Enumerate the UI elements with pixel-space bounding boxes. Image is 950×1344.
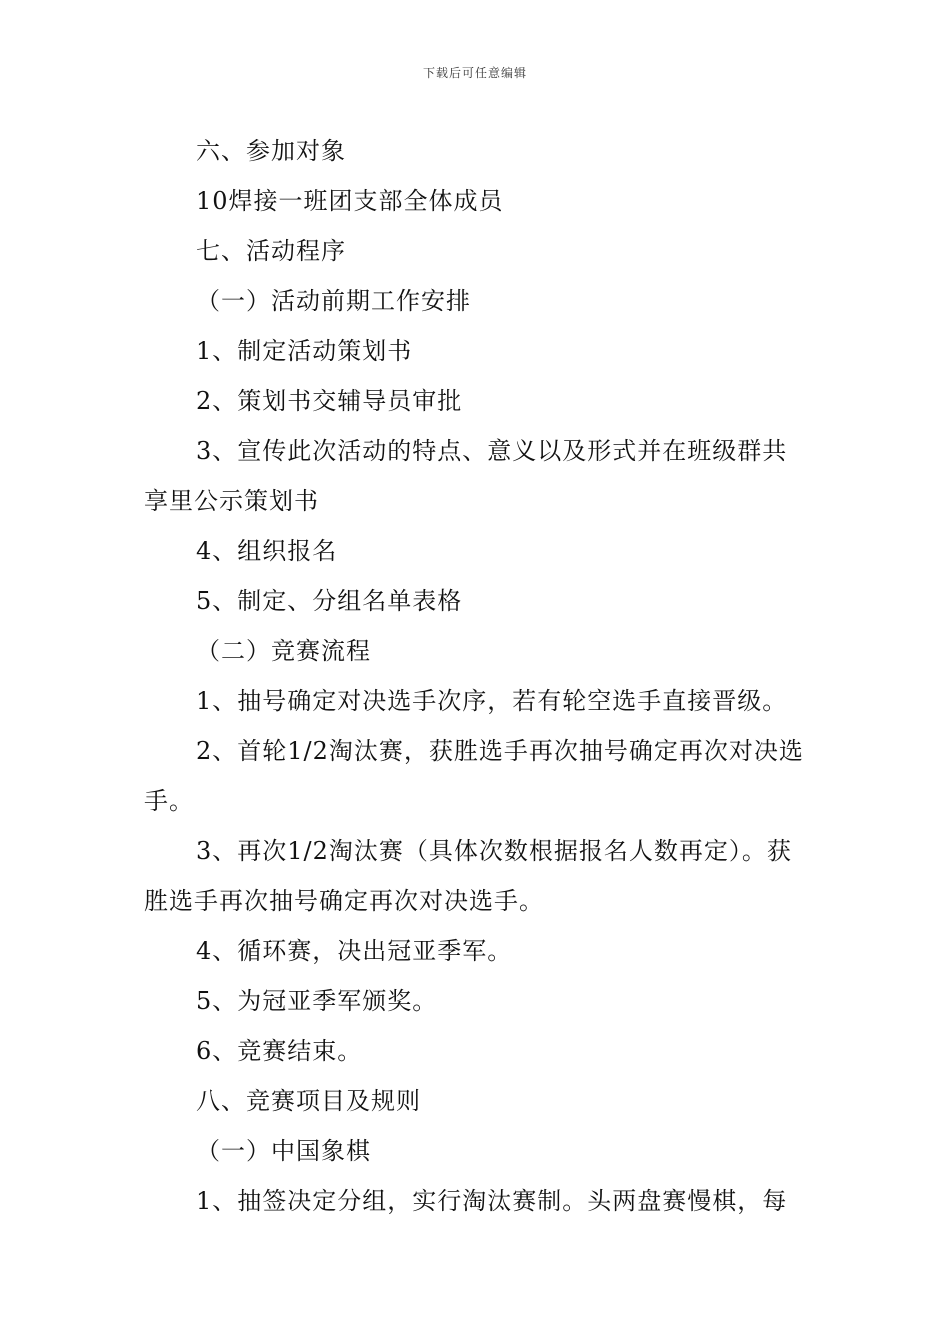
list-item: 5、为冠亚季军颁奖。 bbox=[196, 987, 438, 1015]
subsection-heading-chinese-chess: （一）中国象棋 bbox=[196, 1137, 371, 1165]
list-item: 4、循环赛，决出冠亚季军。 bbox=[196, 937, 513, 965]
list-item: 3、宣传此次活动的特点、意义以及形式并在班级群共享里公示策划书 bbox=[144, 437, 788, 515]
list-item: 2、策划书交辅导员审批 bbox=[196, 387, 463, 415]
participants-text: 10焊接一班团支部全体成员 bbox=[196, 187, 504, 215]
list-item: 3、再次1/2淘汰赛（具体次数根据报名人数再定）。获胜选手再次抽号确定再次对决选手。 bbox=[144, 837, 792, 915]
subsection-heading-preparation: （一）活动前期工作安排 bbox=[196, 287, 471, 315]
document-body bbox=[144, 126, 808, 1226]
page-header: 下载后可任意编辑 bbox=[422, 66, 527, 80]
section-heading-rules: 八、竞赛项目及规则 bbox=[196, 1087, 421, 1115]
list-item: 1、抽号确定对决选手次序，若有轮空选手直接晋级。 bbox=[196, 687, 788, 715]
subsection-heading-competition-flow: （二）竞赛流程 bbox=[196, 637, 371, 665]
section-heading-participants: 六、参加对象 bbox=[196, 137, 346, 165]
list-item: 2、首轮1/2淘汰赛，获胜选手再次抽号确定再次对决选手。 bbox=[144, 737, 804, 815]
list-item: 1、抽签决定分组，实行淘汰赛制。头两盘赛慢棋，每 bbox=[196, 1187, 788, 1215]
section-heading-procedure: 七、活动程序 bbox=[196, 237, 346, 265]
list-item: 5、制定、分组名单表格 bbox=[196, 587, 463, 615]
list-item: 1、制定活动策划书 bbox=[196, 337, 413, 365]
list-item: 6、竞赛结束。 bbox=[196, 1037, 363, 1065]
list-item: 4、组织报名 bbox=[196, 537, 338, 565]
